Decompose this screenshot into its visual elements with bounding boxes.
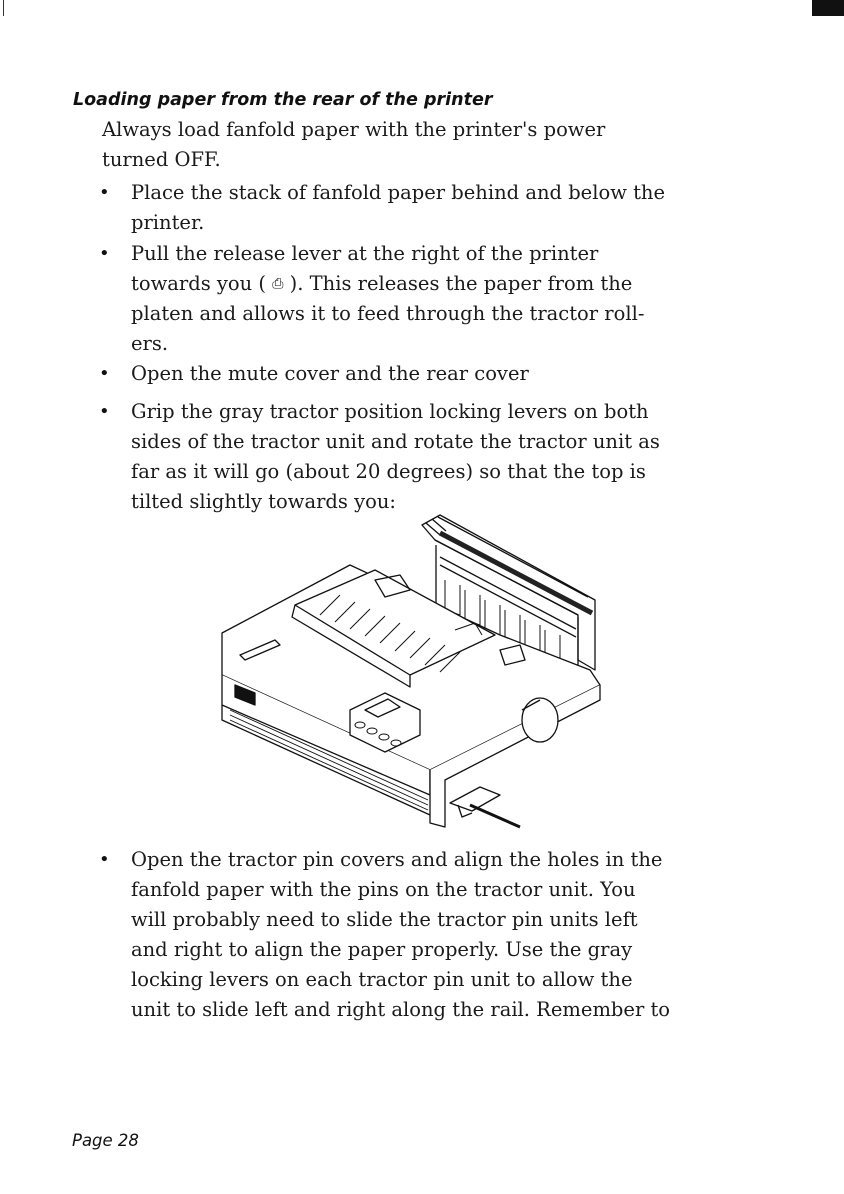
intro-paragraph <box>102 115 712 175</box>
bullet-item-1 <box>131 178 711 238</box>
printer-illustration <box>200 505 620 835</box>
release-lever-icon: ⎙ <box>272 276 284 292</box>
line: printer. <box>131 211 205 234</box>
bullet-item-2 <box>131 239 711 359</box>
line: fanfold paper with the pins on the tractor unit. You <box>131 878 636 901</box>
bullet-item-3 <box>131 359 711 389</box>
line: unit to slide left and right along the rail. Remember to <box>131 998 671 1021</box>
line: Open the tractor pin covers and align the holes in the <box>131 848 663 871</box>
line: tilted slightly towards you: <box>131 490 396 513</box>
line: ers. <box>131 332 169 355</box>
bullet-item-4 <box>131 397 711 517</box>
bullet-marker: • <box>99 243 110 264</box>
bullet-marker: • <box>99 849 110 870</box>
line: will probably need to slide the tractor pin units left <box>131 908 638 931</box>
intro-line-2: turned OFF. <box>102 148 221 171</box>
bullet-item-5 <box>131 845 711 1025</box>
bullet-marker: • <box>99 401 110 422</box>
intro-line-1: Always load fanfold paper with the printer's power <box>102 118 606 141</box>
bullet-marker: • <box>99 182 110 203</box>
line: locking levers on each tractor pin unit to allow the <box>131 968 633 991</box>
page-number: Page 28 <box>72 1131 139 1150</box>
line: platen and allows it to feed through the tractor roll- <box>131 302 645 325</box>
scan-edge-mark <box>3 0 4 16</box>
line: Open the mute cover and the rear cover <box>131 362 529 385</box>
section-heading: Loading paper from the rear of the printer <box>73 90 493 110</box>
line: far as it will go (about 20 degrees) so that the top is <box>131 460 646 483</box>
scan-corner-block <box>812 0 844 16</box>
line: Pull the release lever at the right of the printer <box>131 242 599 265</box>
line: and right to align the paper properly. Use the gray <box>131 938 633 961</box>
line: sides of the tractor unit and rotate the tractor unit as <box>131 430 660 453</box>
line: towards you ( <box>131 272 273 295</box>
line: Place the stack of fanfold paper behind and below the <box>131 181 666 204</box>
line: ). This releases the paper from the <box>283 272 633 295</box>
line: Grip the gray tractor position locking levers on both <box>131 400 649 423</box>
bullet-marker: • <box>99 363 110 384</box>
